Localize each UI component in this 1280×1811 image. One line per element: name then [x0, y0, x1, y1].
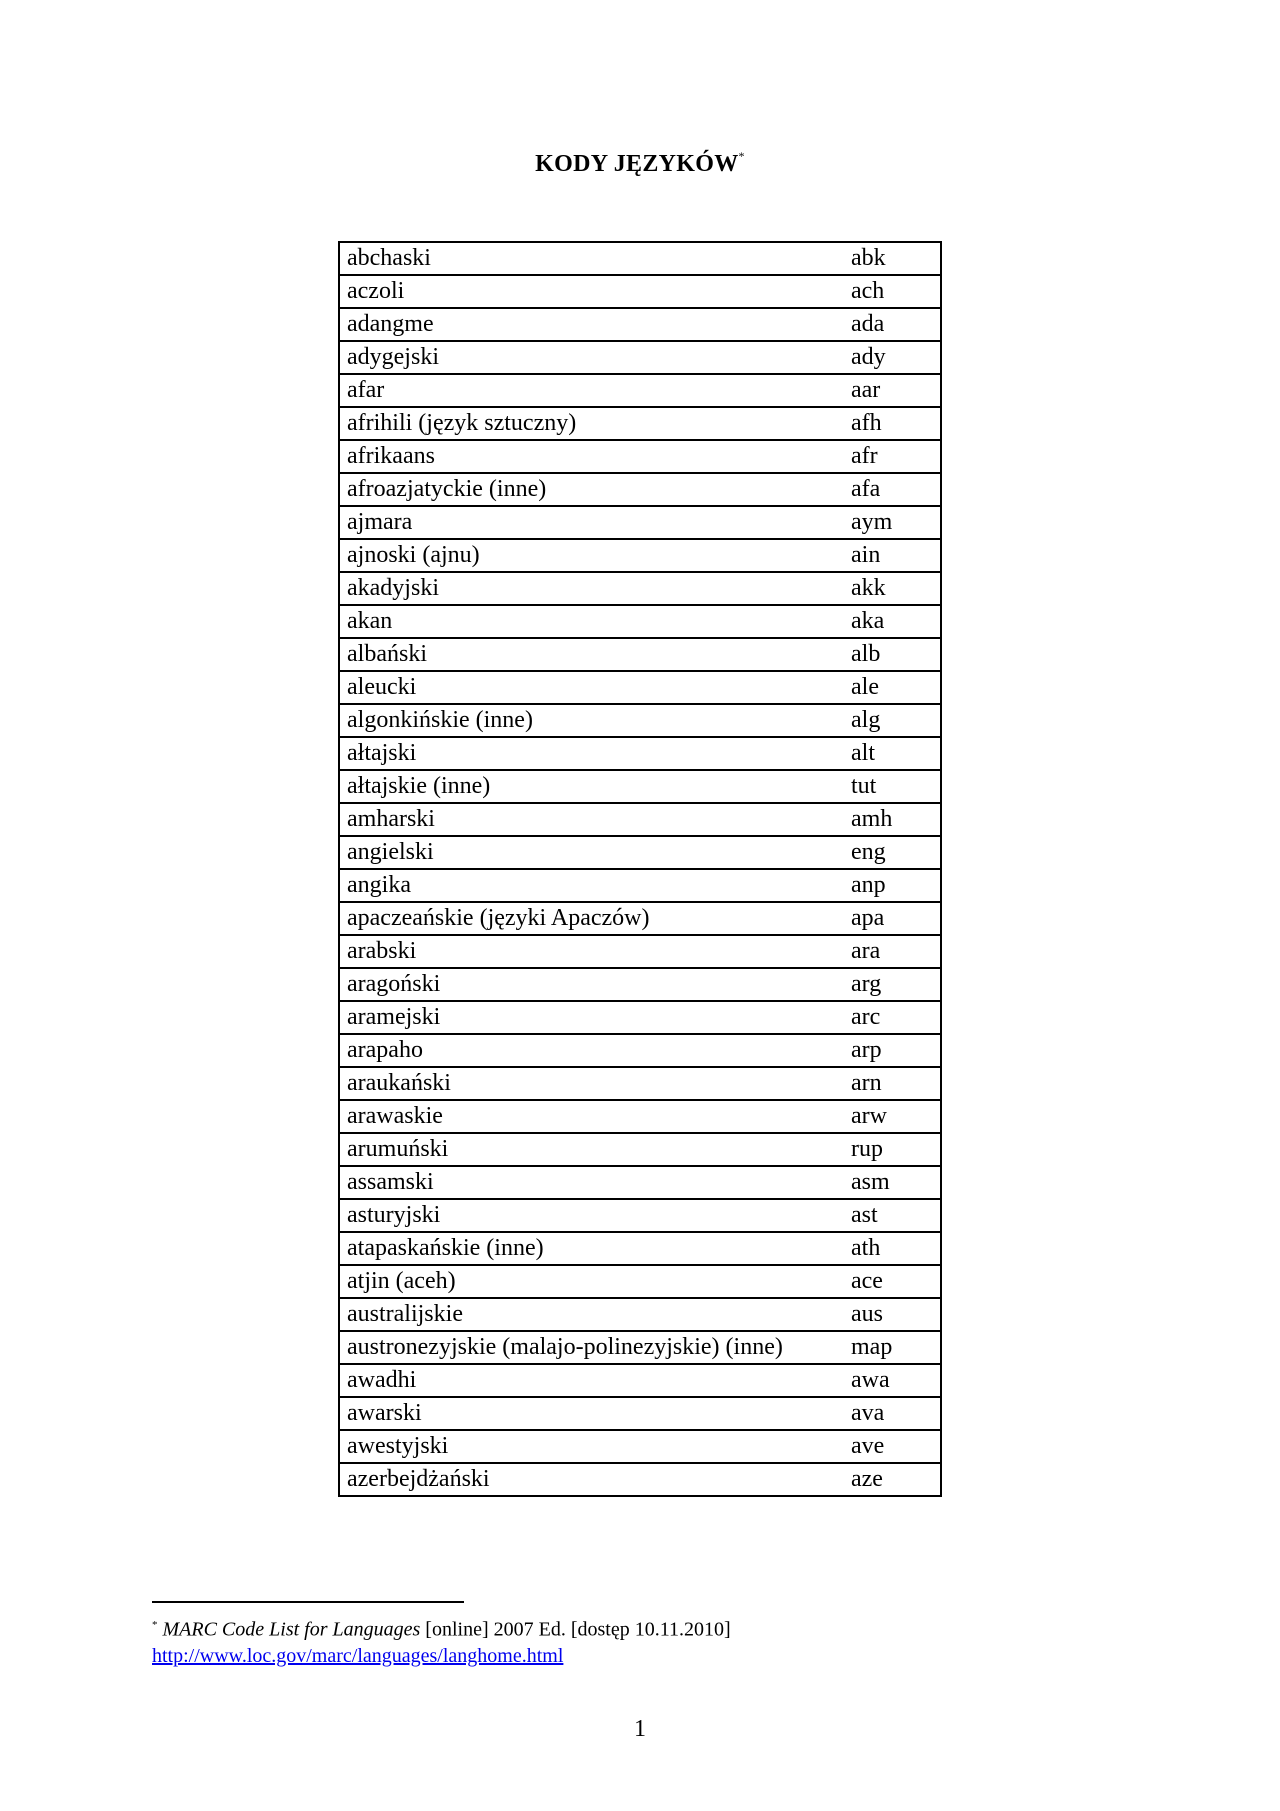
language-name-cell: akan	[339, 605, 844, 638]
language-name-cell: afrihili (język sztuczny)	[339, 407, 844, 440]
language-name-cell: afar	[339, 374, 844, 407]
footnote-line-1	[152, 1612, 731, 1643]
language-code-cell: ast	[844, 1199, 941, 1232]
language-code-cell: asm	[844, 1166, 941, 1199]
table-row	[339, 1199, 941, 1232]
footnote-separator	[152, 1601, 464, 1603]
language-code-cell: alt	[844, 737, 941, 770]
language-code-cell: ace	[844, 1265, 941, 1298]
language-code-cell: arn	[844, 1067, 941, 1100]
table-row	[339, 1100, 941, 1133]
language-name-cell: abchaski	[339, 242, 844, 275]
table-row	[339, 506, 941, 539]
language-name-cell: angielski	[339, 836, 844, 869]
language-name-cell: algonkińskie (inne)	[339, 704, 844, 737]
table-row	[339, 539, 941, 572]
language-code-cell: akk	[844, 572, 941, 605]
language-code-cell: afa	[844, 473, 941, 506]
language-code-cell: alb	[844, 638, 941, 671]
table-row	[339, 374, 941, 407]
language-code-cell: aka	[844, 605, 941, 638]
footnote-link[interactable]: http://www.loc.gov/marc/languages/langhome.html	[152, 1644, 564, 1667]
title-text: KODY JĘZYKÓW	[535, 151, 739, 177]
table-row	[339, 704, 941, 737]
table-row	[339, 1067, 941, 1100]
table-row	[339, 737, 941, 770]
table-row	[339, 1265, 941, 1298]
language-code-cell: aar	[844, 374, 941, 407]
table-row	[339, 341, 941, 374]
language-name-cell: atapaskańskie (inne)	[339, 1232, 844, 1265]
language-code-cell: ara	[844, 935, 941, 968]
language-code-cell: eng	[844, 836, 941, 869]
language-code-cell: ave	[844, 1430, 941, 1463]
table-row	[339, 1463, 941, 1496]
table-row	[339, 407, 941, 440]
footnote	[152, 1612, 731, 1669]
language-code-cell: aus	[844, 1298, 941, 1331]
language-code-cell: ach	[844, 275, 941, 308]
page-title	[0, 151, 1280, 178]
language-name-cell: arawaskie	[339, 1100, 844, 1133]
language-code-cell: ain	[844, 539, 941, 572]
language-code-cell: tut	[844, 770, 941, 803]
language-name-cell: amharski	[339, 803, 844, 836]
language-name-cell: arumuński	[339, 1133, 844, 1166]
language-code-cell: ady	[844, 341, 941, 374]
table-row	[339, 308, 941, 341]
page-number: 1	[634, 1716, 646, 1742]
language-code-cell: abk	[844, 242, 941, 275]
language-name-cell: awestyjski	[339, 1430, 844, 1463]
table-row	[339, 935, 941, 968]
language-code-cell: map	[844, 1331, 941, 1364]
language-code-cell: ava	[844, 1397, 941, 1430]
table-row	[339, 968, 941, 1001]
footnote-line-2	[152, 1643, 731, 1669]
table-row	[339, 1034, 941, 1067]
language-name-cell: apaczeańskie (języki Apaczów)	[339, 902, 844, 935]
language-name-cell: arabski	[339, 935, 844, 968]
language-name-cell: aramejski	[339, 1001, 844, 1034]
table-row	[339, 1166, 941, 1199]
language-code-cell: aym	[844, 506, 941, 539]
language-name-cell: atjin (aceh)	[339, 1265, 844, 1298]
language-code-cell: anp	[844, 869, 941, 902]
language-name-cell: arapaho	[339, 1034, 844, 1067]
language-code-cell: rup	[844, 1133, 941, 1166]
footnote-source-title: MARC Code List for Languages	[162, 1618, 421, 1641]
language-name-cell: akadyjski	[339, 572, 844, 605]
table-row	[339, 1331, 941, 1364]
footnote-source-details: [online] 2007 Ed. [dostęp 10.11.2010]	[420, 1618, 731, 1641]
language-name-cell: assamski	[339, 1166, 844, 1199]
table-row	[339, 1298, 941, 1331]
language-code-cell: ada	[844, 308, 941, 341]
language-code-cell: alg	[844, 704, 941, 737]
language-name-cell: afroazjatyckie (inne)	[339, 473, 844, 506]
language-name-cell: aleucki	[339, 671, 844, 704]
language-name-cell: awadhi	[339, 1364, 844, 1397]
language-code-cell: arw	[844, 1100, 941, 1133]
language-code-cell: afh	[844, 407, 941, 440]
table-row	[339, 473, 941, 506]
table-row	[339, 869, 941, 902]
language-code-cell: aze	[844, 1463, 941, 1496]
language-codes-body	[339, 242, 941, 1496]
language-name-cell: adangme	[339, 308, 844, 341]
language-name-cell: ajnoski (ajnu)	[339, 539, 844, 572]
table-row	[339, 803, 941, 836]
language-name-cell: azerbejdżański	[339, 1463, 844, 1496]
language-name-cell: ajmara	[339, 506, 844, 539]
table-row	[339, 638, 941, 671]
table-row	[339, 440, 941, 473]
language-name-cell: albański	[339, 638, 844, 671]
language-name-cell: araukański	[339, 1067, 844, 1100]
title-footnote-marker: *	[738, 149, 745, 163]
language-codes-table	[338, 241, 942, 1497]
table-row	[339, 242, 941, 275]
language-name-cell: afrikaans	[339, 440, 844, 473]
table-row	[339, 605, 941, 638]
table-row	[339, 275, 941, 308]
table-row	[339, 770, 941, 803]
language-name-cell: aragoński	[339, 968, 844, 1001]
table-row	[339, 1430, 941, 1463]
language-code-cell: ale	[844, 671, 941, 704]
table-row	[339, 1001, 941, 1034]
language-name-cell: aczoli	[339, 275, 844, 308]
language-name-cell: angika	[339, 869, 844, 902]
table-row	[339, 1232, 941, 1265]
language-name-cell: australijskie	[339, 1298, 844, 1331]
language-name-cell: adygejski	[339, 341, 844, 374]
language-code-cell: ath	[844, 1232, 941, 1265]
footnote-marker: *	[152, 1619, 158, 1631]
language-name-cell: austronezyjskie (malajo-polinezyjskie) (inne)	[339, 1331, 844, 1364]
table-row	[339, 572, 941, 605]
language-code-cell: arg	[844, 968, 941, 1001]
language-code-cell: arp	[844, 1034, 941, 1067]
language-code-cell: afr	[844, 440, 941, 473]
table-row	[339, 836, 941, 869]
language-code-cell: amh	[844, 803, 941, 836]
language-code-cell: awa	[844, 1364, 941, 1397]
language-code-cell: apa	[844, 902, 941, 935]
language-name-cell: ałtajskie (inne)	[339, 770, 844, 803]
language-name-cell: ałtajski	[339, 737, 844, 770]
language-name-cell: asturyjski	[339, 1199, 844, 1232]
language-code-cell: arc	[844, 1001, 941, 1034]
table-row	[339, 1133, 941, 1166]
table-row	[339, 902, 941, 935]
language-name-cell: awarski	[339, 1397, 844, 1430]
table-row	[339, 1364, 941, 1397]
table-row	[339, 671, 941, 704]
table-row	[339, 1397, 941, 1430]
